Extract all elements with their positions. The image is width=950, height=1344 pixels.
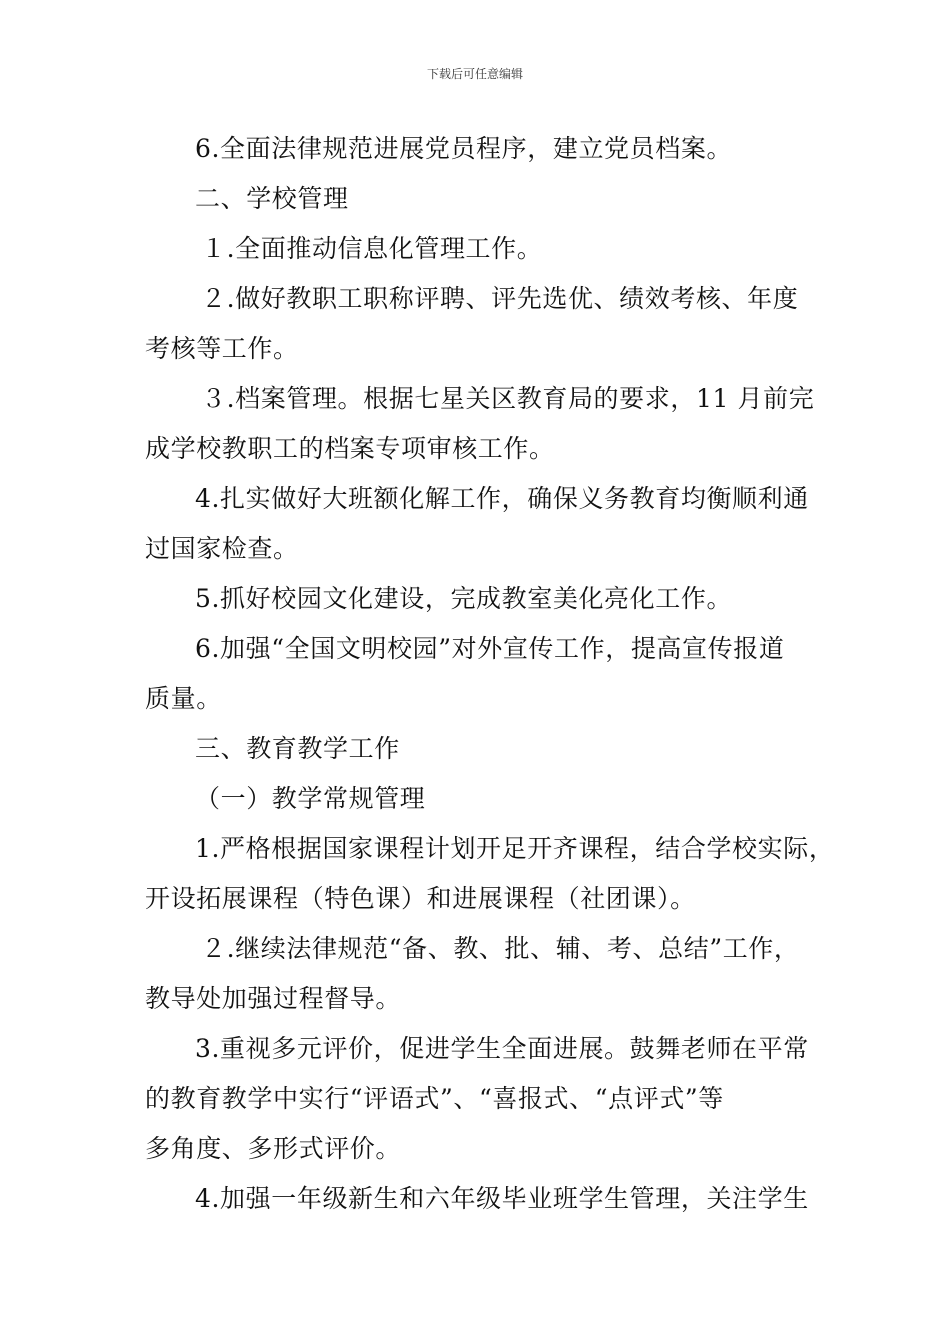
paragraph-line: 成学校教职工的档案专项审核工作。 [145, 434, 555, 463]
paragraph-line: 质量。 [145, 684, 222, 713]
section-heading: 二、学校管理 [195, 184, 349, 213]
paragraph-line: ２.做好教职工职称评聘、评先选优、绩效考核、年度 [201, 284, 799, 313]
paragraph-line: 考核等工作。 [145, 334, 299, 363]
page-header-note: 下载后可任意编辑 [426, 67, 523, 81]
paragraph-line: 教导处加强过程督导。 [145, 984, 402, 1013]
paragraph-line: ２.继续法律规范“备、教、批、辅、考、总结”工作， [201, 934, 800, 963]
document-body [145, 124, 835, 1224]
paragraph-line: 5.抓好校园文化建设，完成教室美化亮化工作。 [195, 584, 733, 613]
paragraph-line: 3.重视多元评价，促进学生全面进展。鼓舞老师在平常 [195, 1034, 809, 1063]
paragraph-line: 6.加强“全国文明校园”对外宣传工作，提高宣传报道 [195, 634, 785, 663]
paragraph-line: 4.加强一年级新生和六年级毕业班学生管理，关注学生 [195, 1184, 809, 1213]
paragraph-line: 4.扎实做好大班额化解工作，确保义务教育均衡顺利通 [195, 484, 809, 513]
paragraph-line: １.全面推动信息化管理工作。 [201, 234, 543, 263]
paragraph-line: 多角度、多形式评价。 [145, 1134, 402, 1163]
paragraph-line: 过国家检查。 [145, 534, 299, 563]
paragraph-line: 6.全面法律规范进展党员程序，建立党员档案。 [195, 134, 733, 163]
subsection-heading: （一）教学常规管理 [195, 784, 426, 813]
paragraph-line: ３.档案管理。根据七星关区教育局的要求，11 月前完 [201, 384, 815, 413]
paragraph-line: 1.严格根据国家课程计划开足开齐课程，结合学校实际， [195, 834, 835, 863]
paragraph-line: 的教育教学中实行“评语式”、“喜报式、“点评式”等 [145, 1084, 724, 1113]
section-heading: 三、教育教学工作 [195, 734, 400, 763]
paragraph-line: 开设拓展课程（特色课）和进展课程（社团课）。 [145, 884, 696, 913]
